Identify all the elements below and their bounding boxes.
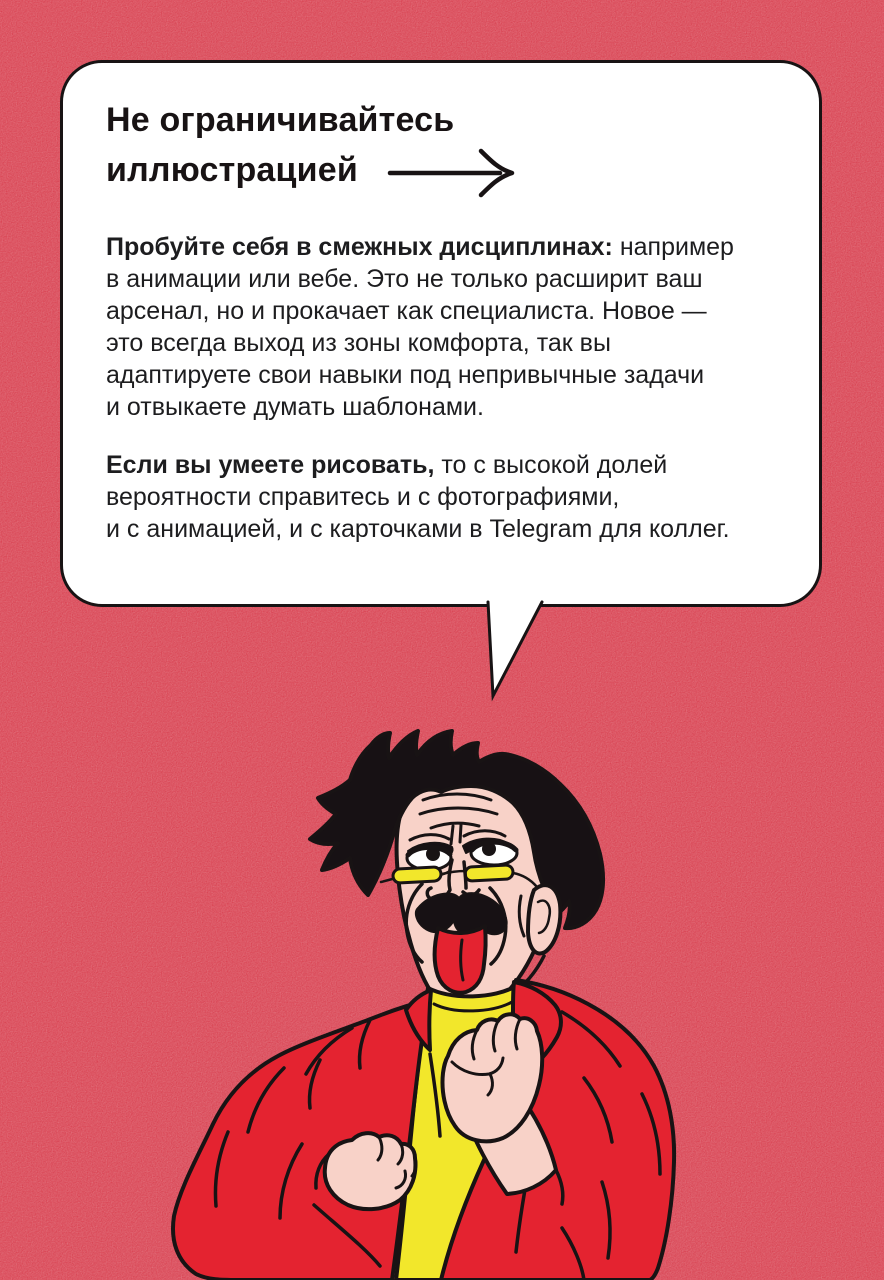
paragraph-lead-bold: Пробуйте себя в смежных дисциплинах: — [106, 233, 613, 261]
paragraph-lead-rest: то с высокой долей — [434, 451, 668, 479]
arrow-right-icon — [386, 147, 532, 199]
paragraph-line: это всегда выход из зоны комфорта, так вы — [106, 329, 611, 357]
paragraph-line: и отвыкаете думать шаблонами. — [106, 393, 484, 421]
bubble-body — [106, 231, 781, 545]
paragraph-line: в анимации или вебе. Это не только расширит ваш — [106, 265, 703, 293]
paragraph — [106, 231, 781, 423]
speech-bubble — [60, 60, 822, 607]
paragraph-line: адаптируете свои навыки под непривычные задачи — [106, 361, 705, 389]
title-line-2: иллюстрацией — [106, 151, 358, 189]
title-line-1: Не ограничивайтесь — [106, 101, 455, 139]
paragraph-line: и с анимацией, и с карточками в Telegram для коллег. — [106, 515, 730, 543]
paragraph — [106, 449, 781, 545]
paragraph-lead-rest: например — [612, 233, 734, 261]
paragraph-line: вероятности справитесь и с фотографиями, — [106, 483, 620, 511]
paragraph-lead-bold: Если вы умеете рисовать, — [106, 451, 435, 479]
bubble-title — [106, 99, 781, 199]
paragraph-line: арсенал, но и прокачает как специалиста. Новое — — [106, 297, 707, 325]
